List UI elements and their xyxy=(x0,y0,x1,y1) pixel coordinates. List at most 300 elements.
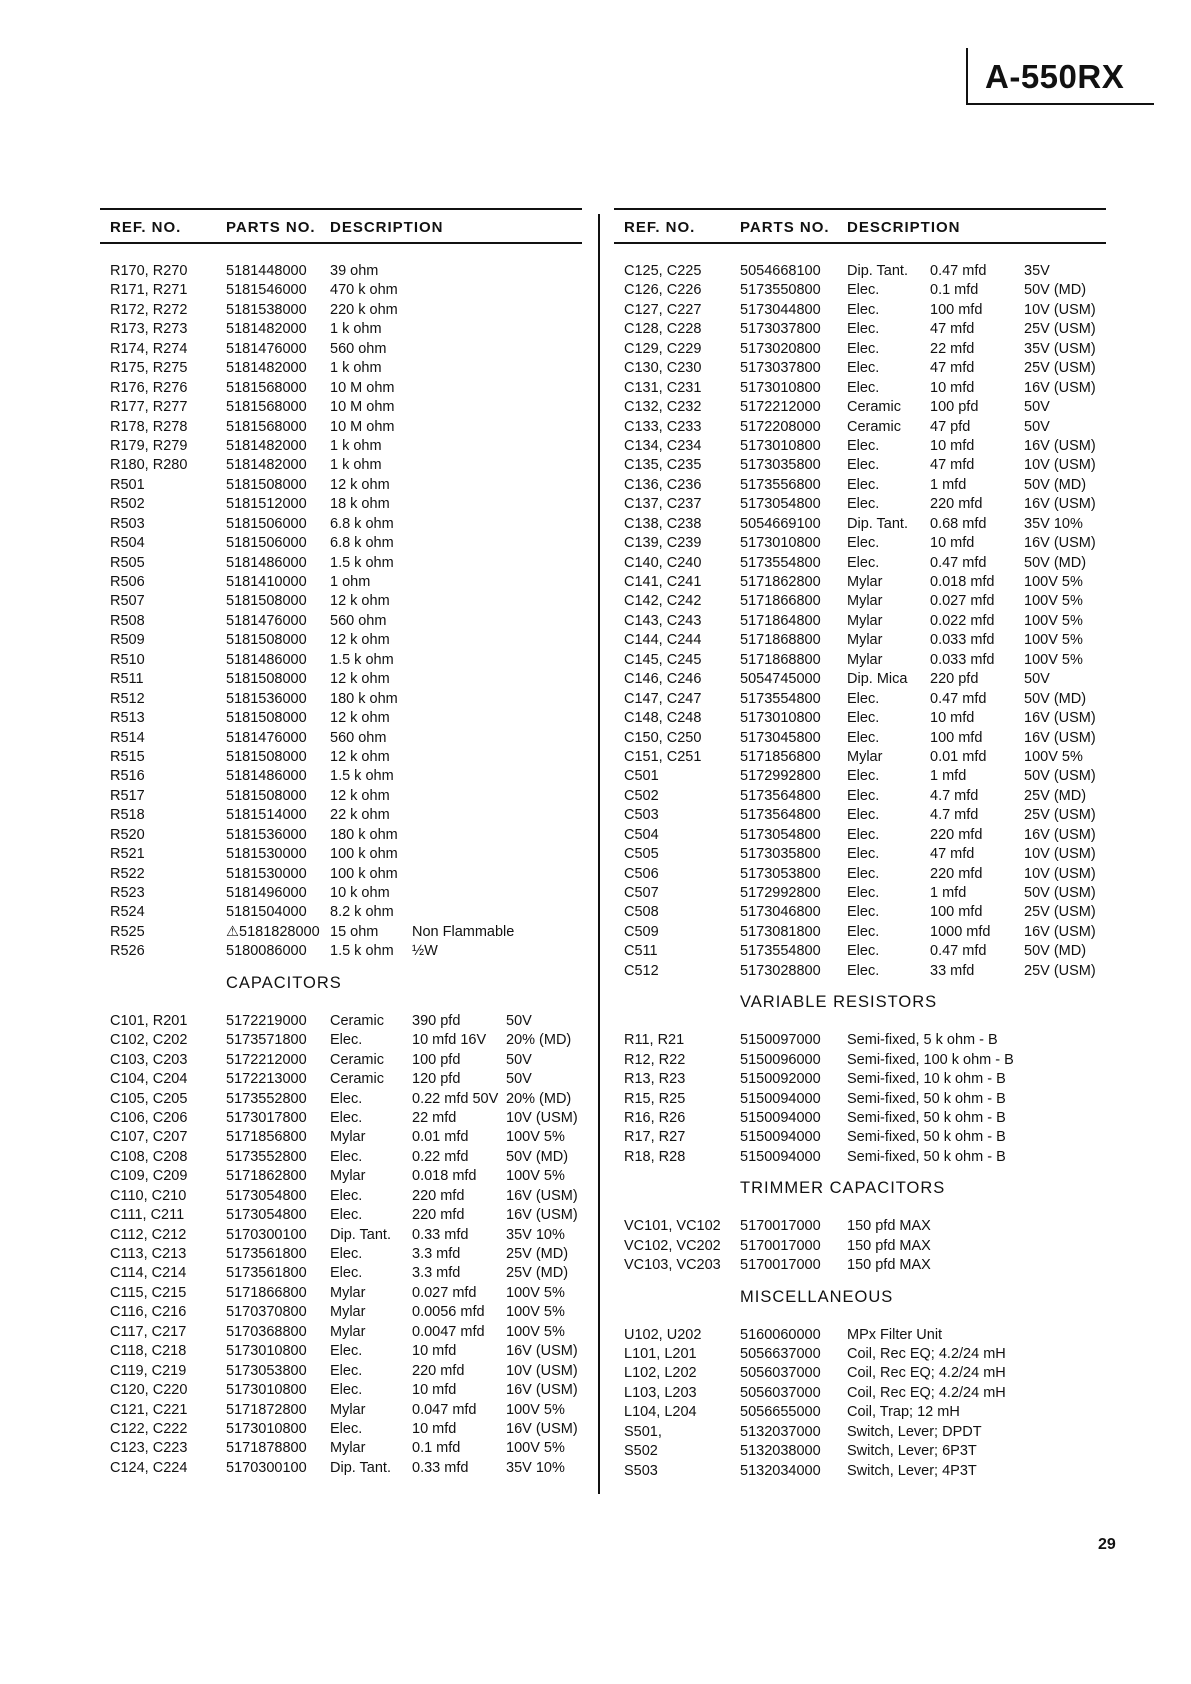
description-cell: Elec. xyxy=(847,943,880,960)
description-cell: Dip. Tant. xyxy=(330,1459,391,1476)
ref-no-cell: R507 xyxy=(110,593,145,610)
parts-no-cell: 5171862800 xyxy=(226,1168,307,1185)
parts-no-cell: 5173053800 xyxy=(226,1362,307,1379)
rating-cell: 10V (USM) xyxy=(1024,457,1096,474)
parts-no-cell: 5132037000 xyxy=(740,1423,821,1440)
parts-row xyxy=(614,806,1106,825)
rating-cell: 35V 10% xyxy=(506,1226,565,1243)
parts-row xyxy=(100,592,582,611)
ref-no-heading: REF. NO. xyxy=(624,219,696,236)
parts-row xyxy=(614,748,1106,767)
ref-no-cell: R515 xyxy=(110,748,145,765)
parts-row xyxy=(100,1420,582,1439)
variable-resistors-title: VARIABLE RESISTORS xyxy=(740,993,938,1012)
description-cell: Semi-fixed, 50 k ohm - B xyxy=(847,1090,1006,1107)
description-cell: Mylar xyxy=(847,593,883,610)
parts-row xyxy=(614,729,1106,748)
parts-row xyxy=(614,865,1106,884)
value-cell: 0.033 mfd xyxy=(930,632,995,649)
value-cell: 47 mfd xyxy=(930,457,975,474)
ref-no-cell: C123, C223 xyxy=(110,1440,188,1457)
parts-row xyxy=(100,1090,582,1109)
description-cell: 1 k ohm xyxy=(330,457,382,474)
left-capacitor-list xyxy=(100,1012,582,1479)
parts-row xyxy=(614,1128,1106,1147)
description-cell: 6.8 k ohm xyxy=(330,515,394,532)
trimmer-capacitor-list xyxy=(614,1217,1106,1275)
value-cell: 3.3 mfd xyxy=(412,1246,461,1262)
parts-row xyxy=(100,1012,582,1031)
parts-row xyxy=(100,1323,582,1342)
parts-row xyxy=(100,1148,582,1167)
ref-no-cell: L102, L202 xyxy=(624,1365,697,1382)
description-cell: Semi-fixed, 50 k ohm - B xyxy=(847,1129,1006,1146)
description-cell: Elec. xyxy=(330,1032,363,1049)
ref-no-cell: R501 xyxy=(110,476,145,493)
rating-cell: 100V 5% xyxy=(506,1168,565,1185)
rating-cell: 100V 5% xyxy=(506,1323,565,1340)
ref-no-cell: C110, C210 xyxy=(110,1187,187,1204)
description-cell: Elec. xyxy=(330,1207,363,1224)
parts-no-cell: 5173010800 xyxy=(740,710,821,727)
parts-no-cell: 5173556800 xyxy=(740,476,821,493)
value-cell: 0.47 mfd xyxy=(930,554,987,571)
ref-no-cell: R179, R279 xyxy=(110,437,188,454)
value-cell: 0.047 mfd xyxy=(412,1401,477,1418)
parts-row xyxy=(614,359,1106,378)
ref-no-cell: C119, C219 xyxy=(110,1362,187,1379)
parts-no-cell: 5171856800 xyxy=(740,748,821,765)
ref-no-cell: R511 xyxy=(110,671,144,688)
description-cell: Elec. xyxy=(847,379,880,396)
parts-no-cell: 5181476000 xyxy=(226,612,307,629)
parts-no-cell: 5150096000 xyxy=(740,1051,821,1068)
rating-cell: 25V (MD) xyxy=(1024,787,1087,804)
parts-row xyxy=(614,884,1106,903)
parts-no-cell: 5181508000 xyxy=(226,748,307,765)
description-cell: Ceramic xyxy=(330,1051,384,1068)
description-cell: Ceramic xyxy=(847,399,901,416)
parts-row xyxy=(614,1237,1106,1256)
parts-no-cell: 5054745000 xyxy=(740,671,821,688)
parts-row xyxy=(614,476,1106,495)
parts-no-cell: 5173010800 xyxy=(740,437,821,454)
parts-row xyxy=(614,1442,1106,1461)
parts-no-cell: 5181536000 xyxy=(226,690,307,707)
description-cell: Switch, Lever; DPDT xyxy=(847,1423,982,1440)
value-cell: 0.0056 mfd xyxy=(412,1304,485,1321)
description-cell: Elec. xyxy=(847,437,880,454)
ref-no-cell: C504 xyxy=(624,826,659,843)
parts-row xyxy=(100,942,582,961)
parts-no-cell: 5150094000 xyxy=(740,1129,821,1146)
rating-cell: 25V (USM) xyxy=(1024,321,1096,338)
ref-no-cell: R508 xyxy=(110,612,145,629)
parts-no-cell: 5171862800 xyxy=(740,574,821,590)
parts-no-cell: 5150094000 xyxy=(740,1109,821,1126)
description-cell: Switch, Lever; 4P3T xyxy=(847,1462,977,1479)
description-cell: 470 k ohm xyxy=(330,282,398,299)
description-cell: 560 ohm xyxy=(330,612,387,629)
description-cell: Mylar xyxy=(330,1304,366,1321)
rating-cell: 16V (USM) xyxy=(506,1207,578,1224)
ref-no-cell: R178, R278 xyxy=(110,418,188,435)
parts-no-cell: 5150092000 xyxy=(740,1071,821,1088)
parts-row xyxy=(614,281,1106,300)
value-cell: 1 mfd xyxy=(930,768,967,785)
parts-no-cell: 5172208000 xyxy=(740,418,821,435)
description-cell: 18 k ohm xyxy=(330,496,390,513)
description-cell: 10 M ohm xyxy=(330,379,395,396)
description-cell: Mylar xyxy=(847,574,883,590)
parts-no-cell: 5181536000 xyxy=(226,826,307,843)
parts-row xyxy=(614,534,1106,553)
parts-no-cell: 5181476000 xyxy=(226,340,307,357)
ref-no-cell: C507 xyxy=(624,885,659,901)
parts-row xyxy=(100,1226,582,1245)
parts-row xyxy=(614,845,1106,864)
parts-row xyxy=(100,495,582,514)
parts-row xyxy=(100,729,582,748)
ref-no-cell: VC102, VC202 xyxy=(624,1237,721,1254)
ref-no-cell: C109, C209 xyxy=(110,1168,188,1185)
parts-row xyxy=(614,515,1106,534)
ref-no-cell: C142, C242 xyxy=(624,593,702,610)
parts-row xyxy=(614,592,1106,611)
parts-row xyxy=(614,690,1106,709)
parts-no-cell: 5171864800 xyxy=(740,612,821,629)
ref-no-cell: R505 xyxy=(110,554,145,571)
parts-row xyxy=(614,1345,1106,1364)
value-cell: 10 mfd xyxy=(930,535,975,552)
rating-cell: 50V (MD) xyxy=(1024,554,1087,571)
ref-no-cell: R16, R26 xyxy=(624,1109,686,1126)
description-cell: Mylar xyxy=(847,651,883,668)
rating-cell: 16V (USM) xyxy=(1024,923,1096,940)
description-cell: 180 k ohm xyxy=(330,826,398,843)
description-cell: Semi-fixed, 50 k ohm - B xyxy=(847,1148,1006,1165)
value-cell: 10 mfd xyxy=(412,1420,457,1437)
rating-cell: 50V (MD) xyxy=(1024,943,1087,960)
ref-no-cell: C133, C233 xyxy=(624,418,702,435)
description-cell: MPx Filter Unit xyxy=(847,1326,943,1343)
description-cell: 8.2 k ohm xyxy=(330,904,394,921)
parts-row xyxy=(100,437,582,456)
parts-no-cell: 5181508000 xyxy=(226,787,307,804)
parts-no-cell: 5171866800 xyxy=(226,1284,307,1301)
description-cell: Elec. xyxy=(330,1382,363,1399)
parts-row xyxy=(614,767,1106,786)
ref-no-cell: C120, C220 xyxy=(110,1382,188,1399)
parts-row xyxy=(614,826,1106,845)
description-cell: Semi-fixed, 10 k ohm - B xyxy=(847,1071,1006,1088)
parts-row xyxy=(614,1090,1106,1109)
rating-cell: 50V (MD) xyxy=(506,1148,569,1165)
ref-no-cell: R170, R270 xyxy=(110,263,188,279)
parts-row xyxy=(100,631,582,650)
parts-no-cell: 5173037800 xyxy=(740,360,821,377)
parts-no-cell: 5056637000 xyxy=(740,1346,821,1362)
ref-no-cell: L104, L204 xyxy=(624,1404,697,1421)
rating-cell: 16V (USM) xyxy=(506,1343,578,1360)
description-cell: Dip. Tant. xyxy=(330,1226,391,1243)
description-cell: Elec. xyxy=(330,1265,363,1282)
description-cell: Coil, Rec EQ; 4.2/24 mH xyxy=(847,1365,1006,1382)
description-cell: 22 k ohm xyxy=(330,807,390,824)
rating-cell: 100V 5% xyxy=(506,1284,565,1301)
value-cell: 0.1 mfd xyxy=(930,282,979,299)
parts-no-cell: 5181482000 xyxy=(226,360,307,377)
description-cell: Mylar xyxy=(330,1168,366,1185)
value-cell: 3.3 mfd xyxy=(412,1265,461,1282)
description-cell: Elec. xyxy=(330,1090,363,1107)
description-cell: Switch, Lever; 6P3T xyxy=(847,1443,977,1460)
ref-no-cell: C512 xyxy=(624,962,659,979)
ref-no-cell: R504 xyxy=(110,535,145,552)
description-cell: 12 k ohm xyxy=(330,593,390,610)
description-cell: Elec. xyxy=(847,476,880,493)
ref-no-cell: R517 xyxy=(110,787,145,804)
parts-row xyxy=(614,1462,1106,1481)
parts-no-cell: 5173046800 xyxy=(740,904,821,921)
parts-no-cell: 5181508000 xyxy=(226,710,307,727)
ref-no-cell: C101, R201 xyxy=(110,1012,188,1029)
description-cell: Mylar xyxy=(330,1401,366,1418)
parts-no-cell: 5173045800 xyxy=(740,729,821,746)
ref-no-cell: R512 xyxy=(110,690,145,707)
description-cell: 560 ohm xyxy=(330,729,387,746)
rating-cell: 16V (USM) xyxy=(506,1187,578,1204)
parts-no-cell: 5181530000 xyxy=(226,865,307,882)
capacitors-section-title: CAPACITORS xyxy=(226,973,342,992)
description-cell: Elec. xyxy=(847,321,880,338)
value-cell: 0.01 mfd xyxy=(412,1129,469,1146)
rating-cell: 35V 10% xyxy=(1024,515,1083,532)
rating-cell: 10V (USM) xyxy=(1024,846,1096,863)
rating-cell: 100V 5% xyxy=(506,1440,565,1457)
rating-cell: 100V 5% xyxy=(1024,748,1083,765)
parts-row xyxy=(100,379,582,398)
rating-cell: 50V (MD) xyxy=(1024,476,1087,493)
column-divider xyxy=(598,214,600,1494)
description-cell: 1 k ohm xyxy=(330,360,382,377)
parts-row xyxy=(614,962,1106,981)
ref-no-cell: C116, C216 xyxy=(110,1304,187,1321)
description-cell: Mylar xyxy=(847,632,883,649)
miscellaneous-title: MISCELLANEOUS xyxy=(740,1287,894,1306)
description-cell: Mylar xyxy=(847,748,883,765)
description-cell: 12 k ohm xyxy=(330,748,390,765)
right-capacitor-list xyxy=(614,262,1106,981)
description-cell: Elec. xyxy=(330,1187,363,1204)
value-cell: 22 mfd xyxy=(930,340,975,357)
ref-no-cell: R15, R25 xyxy=(624,1090,686,1107)
ref-no-cell: U102, U202 xyxy=(624,1326,702,1343)
description-cell: 10 k ohm xyxy=(330,885,390,901)
parts-no-cell: 5181508000 xyxy=(226,671,307,688)
ref-no-cell: R174, R274 xyxy=(110,340,188,357)
ref-no-cell: R171, R271 xyxy=(110,282,188,299)
rating-cell: 100V 5% xyxy=(1024,593,1083,610)
ref-no-cell: C132, C232 xyxy=(624,399,702,416)
ref-no-cell: C505 xyxy=(624,846,659,863)
left-column xyxy=(100,208,582,1478)
description-cell: 12 k ohm xyxy=(330,787,390,804)
description-cell: Elec. xyxy=(330,1420,363,1437)
parts-no-cell: 5181530000 xyxy=(226,846,307,863)
description-cell: Elec. xyxy=(330,1362,363,1379)
value-cell: 0.33 mfd xyxy=(412,1226,469,1243)
value-cell: 220 mfd xyxy=(412,1362,465,1379)
parts-row xyxy=(100,554,582,573)
ref-no-cell: R522 xyxy=(110,865,145,882)
ref-no-cell: C134, C234 xyxy=(624,437,702,454)
ref-no-cell: R172, R272 xyxy=(110,301,188,318)
rating-cell: 25V (MD) xyxy=(506,1265,569,1282)
description-cell: Semi-fixed, 50 k ohm - B xyxy=(847,1109,1006,1126)
value-cell: 0.0047 mfd xyxy=(412,1323,485,1340)
parts-no-heading: PARTS NO. xyxy=(226,219,316,236)
parts-row xyxy=(614,651,1106,670)
ref-no-cell: C151, C251 xyxy=(624,748,702,765)
parts-row xyxy=(100,690,582,709)
ref-no-cell: C122, C222 xyxy=(110,1420,188,1437)
parts-row xyxy=(100,1342,582,1361)
description-cell: 12 k ohm xyxy=(330,671,390,688)
parts-row xyxy=(100,320,582,339)
ref-no-cell: C503 xyxy=(624,807,659,824)
parts-no-cell: 5173081800 xyxy=(740,923,821,940)
parts-row xyxy=(614,1051,1106,1070)
ref-no-cell: C130, C230 xyxy=(624,360,702,377)
description-cell: 1 k ohm xyxy=(330,437,382,454)
parts-no-cell: 5170017000 xyxy=(740,1218,821,1235)
parts-row xyxy=(100,865,582,884)
description-heading: DESCRIPTION xyxy=(847,219,961,236)
parts-no-cell: 5173037800 xyxy=(740,321,821,338)
description-cell: Ceramic xyxy=(330,1012,384,1029)
parts-no-cell: 5181514000 xyxy=(226,807,307,824)
ref-no-cell: C506 xyxy=(624,865,659,882)
parts-row xyxy=(614,1217,1106,1236)
description-cell: Coil, Rec EQ; 4.2/24 mH xyxy=(847,1346,1006,1362)
description-cell: Mylar xyxy=(330,1440,366,1457)
rating-cell: 20% (MD) xyxy=(506,1090,572,1107)
parts-no-cell: 5173554800 xyxy=(740,554,821,571)
ref-no-cell: C135, C235 xyxy=(624,457,702,474)
parts-no-cell: 5173044800 xyxy=(740,301,821,318)
parts-no-cell: 5172992800 xyxy=(740,768,821,785)
value-cell: 47 mfd xyxy=(930,846,975,863)
parts-no-cell: 5181538000 xyxy=(226,301,307,318)
rating-cell: 50V xyxy=(1024,418,1050,435)
value-cell: 10 mfd xyxy=(412,1382,457,1399)
description-cell: Dip. Mica xyxy=(847,671,908,688)
parts-row xyxy=(100,845,582,864)
parts-row xyxy=(100,1206,582,1225)
parts-row xyxy=(100,301,582,320)
description-cell: Elec. xyxy=(847,340,880,357)
description-cell: Elec. xyxy=(330,1148,363,1165)
value-cell: 10 mfd 16V xyxy=(412,1032,487,1049)
ref-no-cell: S502 xyxy=(624,1443,658,1460)
rating-cell: 16V (USM) xyxy=(1024,710,1096,727)
ref-no-cell: C127, C227 xyxy=(624,301,702,318)
parts-no-cell: 5181568000 xyxy=(226,379,307,396)
parts-row xyxy=(614,1326,1106,1345)
description-cell: 39 ohm xyxy=(330,263,379,279)
parts-no-cell: 5173010800 xyxy=(226,1382,307,1399)
ref-no-cell: C118, C218 xyxy=(110,1343,187,1360)
ref-no-cell: C111, C211 xyxy=(110,1207,185,1224)
parts-row xyxy=(614,456,1106,475)
parts-no-cell: 5173017800 xyxy=(226,1109,307,1126)
parts-no-cell: 5171868800 xyxy=(740,651,821,668)
description-cell: 150 pfd MAX xyxy=(847,1257,931,1274)
parts-row xyxy=(100,767,582,786)
value-cell: 100 pfd xyxy=(412,1051,461,1068)
parts-no-cell: 5056037000 xyxy=(740,1384,821,1401)
ref-no-cell: R12, R22 xyxy=(624,1051,686,1068)
parts-no-cell: 5181486000 xyxy=(226,768,307,785)
rating-cell: 35V (USM) xyxy=(1024,340,1096,357)
rating-cell: 100V 5% xyxy=(1024,574,1083,590)
ref-no-cell: C117, C217 xyxy=(110,1323,187,1340)
description-cell: Coil, Rec EQ; 4.2/24 mH xyxy=(847,1384,1006,1401)
value-cell: 10 mfd xyxy=(412,1343,457,1360)
description-cell: 100 k ohm xyxy=(330,865,398,882)
description-heading: DESCRIPTION xyxy=(330,219,444,236)
parts-row xyxy=(100,281,582,300)
description-cell: Mylar xyxy=(330,1129,366,1146)
variable-resistor-list xyxy=(614,1031,1106,1167)
description-cell: Elec. xyxy=(847,554,880,571)
ref-no-cell: C129, C229 xyxy=(624,340,702,357)
ref-no-cell: C141, C241 xyxy=(624,574,702,590)
ref-no-cell: R523 xyxy=(110,885,145,901)
parts-row xyxy=(100,1401,582,1420)
value-cell: 47 mfd xyxy=(930,360,975,377)
value-cell: 0.22 mfd xyxy=(412,1148,469,1165)
value-cell: 0.22 mfd 50V xyxy=(412,1090,499,1107)
parts-no-cell: 5181410000 xyxy=(226,574,307,590)
parts-row xyxy=(100,534,582,553)
parts-no-cell: 5181448000 xyxy=(226,263,307,279)
parts-no-cell: 5173561800 xyxy=(226,1246,307,1262)
description-cell: Mylar xyxy=(330,1323,366,1340)
parts-no-cell: 5181482000 xyxy=(226,437,307,454)
parts-no-cell: 5170370800 xyxy=(226,1304,307,1321)
description-cell: Elec. xyxy=(847,496,880,513)
ref-no-cell: C115, C215 xyxy=(110,1284,187,1301)
parts-no-cell: ⚠5181828000 xyxy=(226,923,320,940)
value-cell: 0.022 mfd xyxy=(930,612,995,629)
parts-row xyxy=(614,1031,1106,1050)
parts-row xyxy=(614,1403,1106,1422)
parts-row xyxy=(614,1109,1106,1128)
value-cell: 0.018 mfd xyxy=(930,574,995,590)
parts-no-cell: 5054668100 xyxy=(740,263,821,279)
parts-no-cell: 5054669100 xyxy=(740,515,821,532)
parts-no-cell: 5173054800 xyxy=(740,496,821,513)
parts-row xyxy=(614,262,1106,281)
rating-cell: 50V xyxy=(1024,399,1050,416)
parts-no-cell: 5172212000 xyxy=(226,1051,307,1068)
ref-no-cell: C126, C226 xyxy=(624,282,702,299)
rating-cell: 25V (USM) xyxy=(1024,807,1096,824)
parts-row xyxy=(614,554,1106,573)
parts-row xyxy=(100,515,582,534)
